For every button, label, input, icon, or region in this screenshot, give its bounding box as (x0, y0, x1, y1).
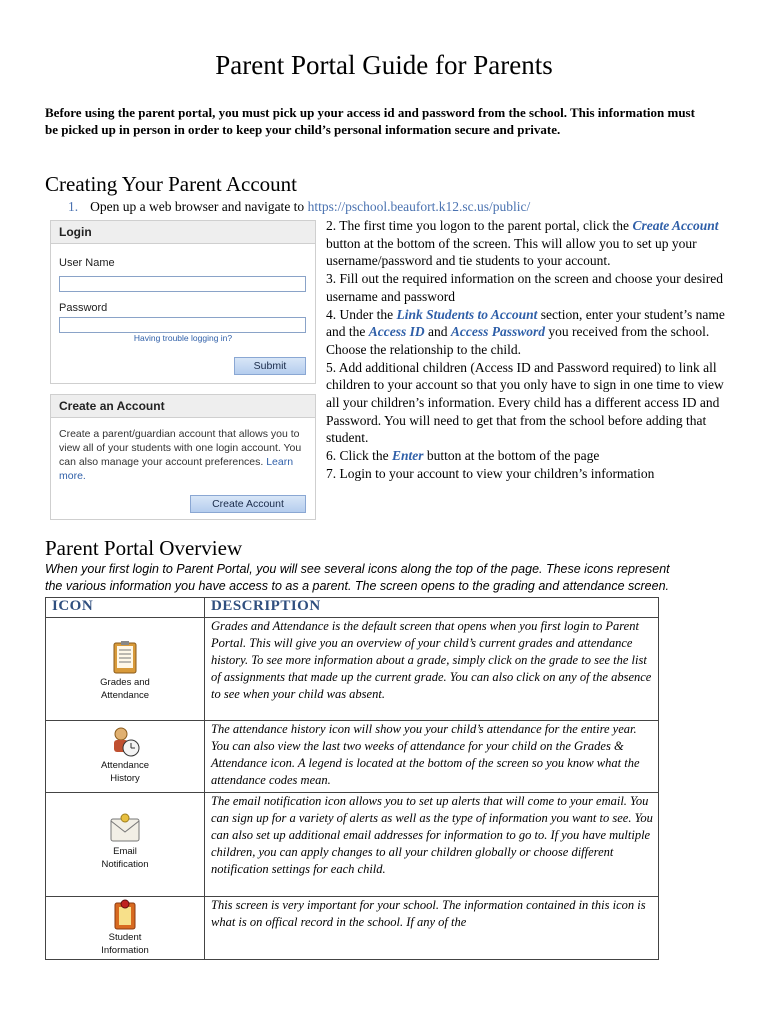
access-password-highlight: Access Password (450, 324, 545, 340)
create-account-button[interactable]: Create Account (190, 495, 306, 513)
create-account-description: Create a parent/guardian account that allows you to view all of your students with one login account. You can also manage your account preferences. Learn more. (59, 428, 302, 482)
page-title: Parent Portal Guide for Parents (215, 50, 553, 80)
trouble-logging-in-link[interactable]: Having trouble logging in? (133, 333, 233, 343)
icon-label: Attendance (100, 760, 150, 771)
icon-label: Email (113, 846, 137, 857)
section-heading-creating: Creating Your Parent Account (45, 172, 297, 196)
password-label: Password (59, 302, 108, 314)
icon-label: Attendance (100, 690, 150, 701)
username-input[interactable] (59, 276, 306, 292)
email-notification-icon (108, 813, 142, 845)
step-1 (68, 199, 530, 215)
student-information-icon (110, 899, 140, 931)
step-6: 6. Click the Enter button at the bottom of the page (326, 448, 600, 464)
create-account-highlight: Create Account (632, 218, 719, 233)
row-description: The attendance history icon will show you your child’s attendance for the entire year. You can also view the last two weeks of attendance for your child on the Grades & Attendance icon. A legend is located at the bottom of the screen so you know what the attendance codes mean. (205, 721, 659, 793)
portal-url-link[interactable]: https://pschool.beaufort.k12.sc.us/public/ (307, 199, 531, 214)
icon-label: Notification (101, 859, 149, 870)
icon-column-header: ICON (46, 598, 205, 618)
row-description: Grades and Attendance is the default screen that opens when you first login to Parent Portal. This will give you an overview of your child’s current grades and attendance history. To see more information about a grade, simply click on the grade to see the list of assignments that made up the current grade. You can also click on any of the absence to see when your child was absent. (205, 618, 659, 721)
icon-table (45, 597, 659, 960)
table-row (46, 618, 659, 721)
overview-description: When your first login to Parent Portal, you will see several icons along the top of the page. These icons represent the various information you have access to as a parent. The screen opens to the grading and attendance screen. (45, 562, 670, 593)
step-5: 5. Add additional children (Access ID and Password required) to link all children to your account so that you only have to sign in one time to view all your children’s information. Every child has a different access ID and Password. You will need to get that from the school before adding that student. (326, 359, 724, 446)
step-4: 4. Under the Link Students to Account section, enter your student’s name and the Access ID and Access Password you received from the school. Choose the relationship to the child. (326, 306, 725, 357)
icon-label: Student (108, 932, 142, 943)
create-account-heading: Create an Account (51, 395, 315, 418)
learn-more-link[interactable]: Learn more. (59, 456, 294, 482)
steps-list (326, 217, 726, 483)
step-7: 7. Login to your account to view your children’s information (326, 465, 655, 481)
step-1-text: Open up a web browser and navigate to (90, 199, 305, 214)
create-account-panel (50, 394, 316, 520)
link-students-highlight: Link Students to Account (396, 306, 538, 322)
access-id-highlight: Access ID (368, 324, 425, 340)
icon-label: Information (101, 945, 149, 956)
row-description: The email notification icon allows you to set up alerts that will come to your email. You can sign up for a variety of alerts as well as the type of information you want to see. You can also set up additional email addresses for information to go to. If you have multiple children, you can apply changes to all your children globally or choose different notification settings for each child. (205, 793, 659, 897)
login-panel-heading: Login (51, 221, 315, 244)
section-heading-overview: Parent Portal Overview (45, 536, 243, 560)
icon-label: Grades and (100, 677, 150, 688)
table-row (46, 897, 659, 960)
grades-attendance-icon (108, 640, 142, 676)
row-description: This screen is very important for your school. The information contained in this icon is what is on offical record in the school. If any of the (205, 897, 659, 960)
description-column-header: DESCRIPTION (205, 598, 659, 618)
table-header-row (46, 598, 659, 618)
table-row (46, 721, 659, 793)
submit-button[interactable]: Submit (234, 357, 306, 375)
login-panel (50, 220, 316, 384)
enter-highlight: Enter (392, 448, 424, 464)
step-2: 2. The first time you logon to the parent portal, click the Create Account button at the bottom of the screen. This will allow you to set up your username/password and tie students to your account. (326, 218, 719, 269)
table-row (46, 793, 659, 897)
icon-label: History (110, 773, 140, 784)
step-1-number: 1. (68, 199, 79, 214)
password-input[interactable] (59, 317, 306, 333)
username-label: User Name (59, 257, 115, 269)
step-3: 3. Fill out the required information on the screen and choose your desired username and password (326, 271, 724, 304)
attendance-history-icon (108, 725, 142, 759)
intro-paragraph: Before using the parent portal, you must pick up your access id and password from the school. This information must be picked up in person in order to keep your child’s personal information secure and private. (45, 105, 695, 137)
